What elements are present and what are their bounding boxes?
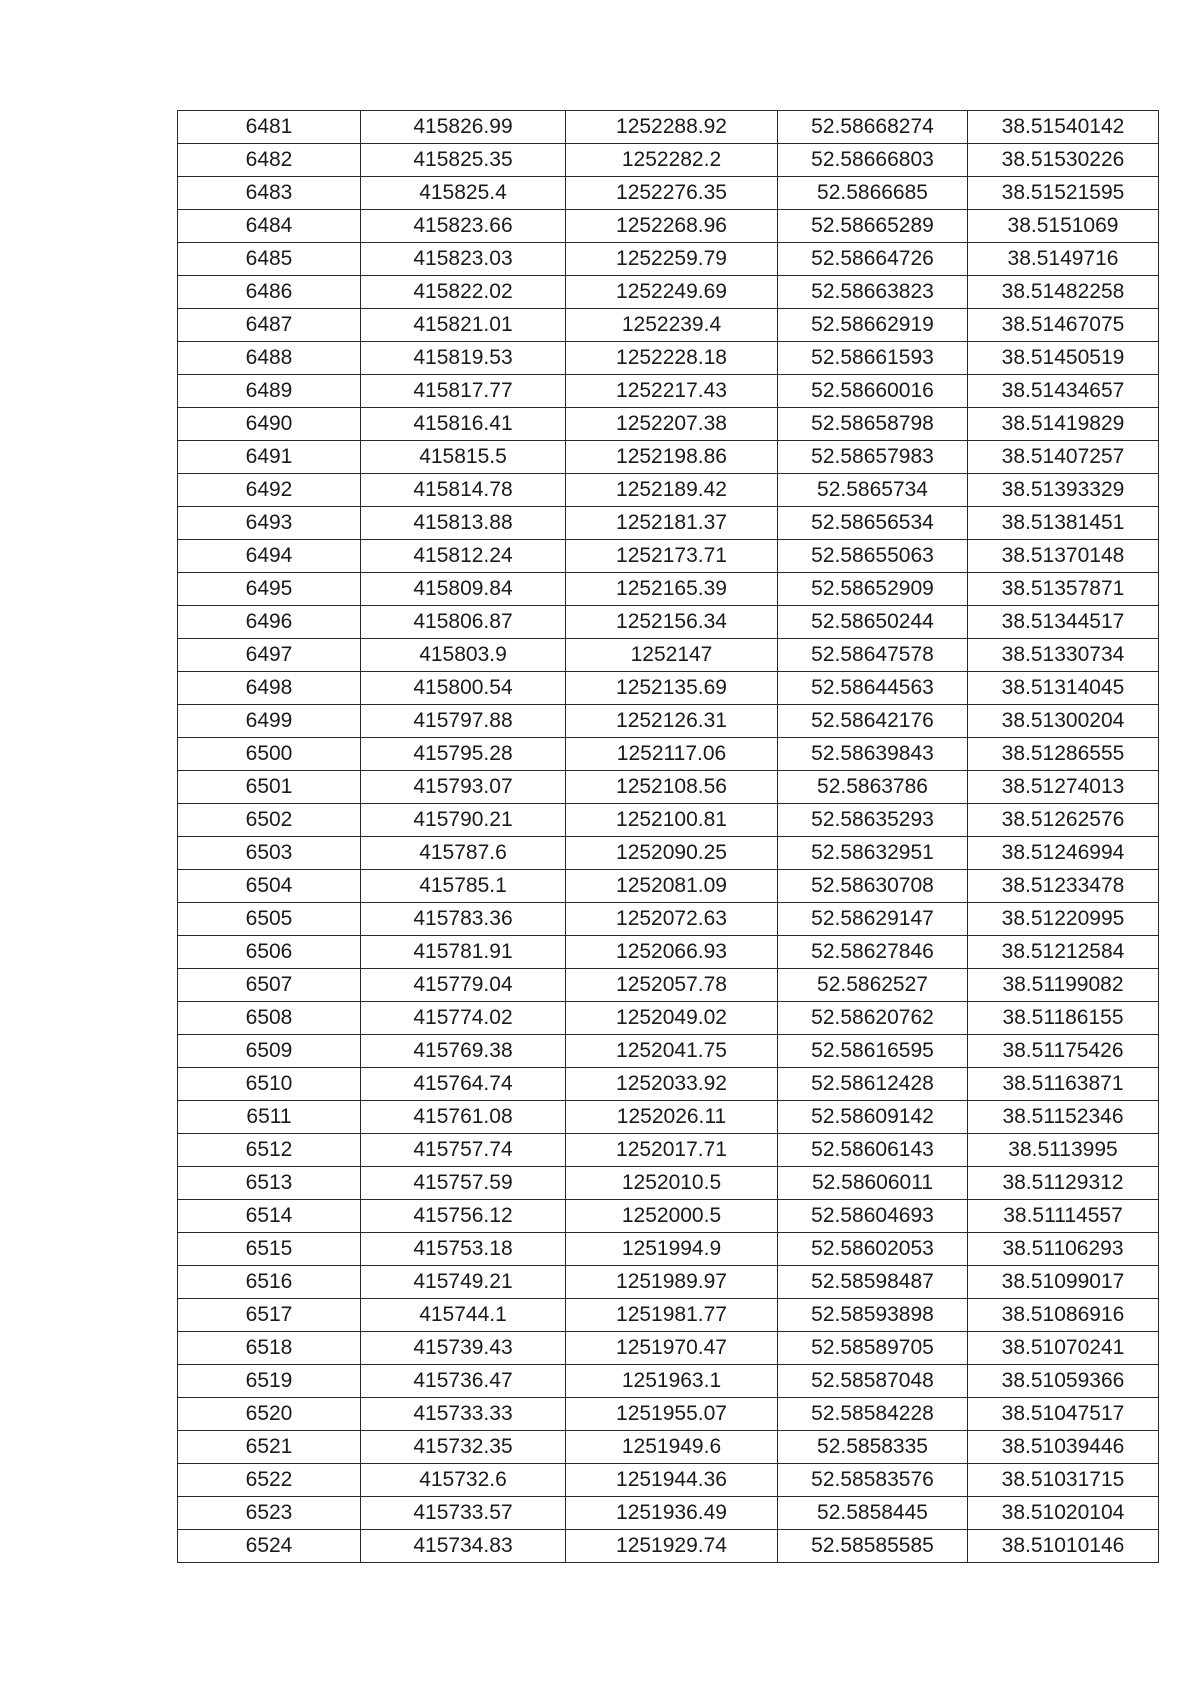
- longitude-cell: 38.51020104: [968, 1497, 1159, 1530]
- y-coordinate-cell: 1252041.75: [566, 1035, 778, 1068]
- x-coordinate-cell: 415803.9: [361, 639, 566, 672]
- table-row: [178, 870, 1159, 903]
- longitude-cell: 38.51010146: [968, 1530, 1159, 1563]
- longitude-cell: 38.51199082: [968, 969, 1159, 1002]
- latitude-cell: 52.5858445: [778, 1497, 968, 1530]
- longitude-cell: 38.51467075: [968, 309, 1159, 342]
- x-coordinate-cell: 415825.35: [361, 144, 566, 177]
- y-coordinate-cell: 1252057.78: [566, 969, 778, 1002]
- x-coordinate-cell: 415781.91: [361, 936, 566, 969]
- longitude-cell: 38.51114557: [968, 1200, 1159, 1233]
- table-row: [178, 738, 1159, 771]
- x-coordinate-cell: 415744.1: [361, 1299, 566, 1332]
- table-row: [178, 771, 1159, 804]
- x-coordinate-cell: 415756.12: [361, 1200, 566, 1233]
- latitude-cell: 52.58629147: [778, 903, 968, 936]
- x-coordinate-cell: 415822.02: [361, 276, 566, 309]
- latitude-cell: 52.5866685: [778, 177, 968, 210]
- y-coordinate-cell: 1252135.69: [566, 672, 778, 705]
- x-coordinate-cell: 415757.59: [361, 1167, 566, 1200]
- x-coordinate-cell: 415734.83: [361, 1530, 566, 1563]
- y-coordinate-cell: 1252049.02: [566, 1002, 778, 1035]
- longitude-cell: 38.51086916: [968, 1299, 1159, 1332]
- latitude-cell: 52.58606011: [778, 1167, 968, 1200]
- y-coordinate-cell: 1251994.9: [566, 1233, 778, 1266]
- x-coordinate-cell: 415736.47: [361, 1365, 566, 1398]
- latitude-cell: 52.58584228: [778, 1398, 968, 1431]
- latitude-cell: 52.58583576: [778, 1464, 968, 1497]
- point-number-cell: 6509: [178, 1035, 361, 1068]
- point-number-cell: 6515: [178, 1233, 361, 1266]
- table-row: [178, 1530, 1159, 1563]
- x-coordinate-cell: 415774.02: [361, 1002, 566, 1035]
- latitude-cell: 52.58644563: [778, 672, 968, 705]
- latitude-cell: 52.58665289: [778, 210, 968, 243]
- longitude-cell: 38.51381451: [968, 507, 1159, 540]
- latitude-cell: 52.5865734: [778, 474, 968, 507]
- latitude-cell: 52.58602053: [778, 1233, 968, 1266]
- longitude-cell: 38.51286555: [968, 738, 1159, 771]
- longitude-cell: 38.51330734: [968, 639, 1159, 672]
- table-row: [178, 804, 1159, 837]
- longitude-cell: 38.51393329: [968, 474, 1159, 507]
- y-coordinate-cell: 1252090.25: [566, 837, 778, 870]
- x-coordinate-cell: 415795.28: [361, 738, 566, 771]
- longitude-cell: 38.5151069: [968, 210, 1159, 243]
- table-row: [178, 210, 1159, 243]
- table-row: [178, 276, 1159, 309]
- longitude-cell: 38.51031715: [968, 1464, 1159, 1497]
- latitude-cell: 52.5858335: [778, 1431, 968, 1464]
- longitude-cell: 38.51314045: [968, 672, 1159, 705]
- x-coordinate-cell: 415821.01: [361, 309, 566, 342]
- table-row: [178, 639, 1159, 672]
- point-number-cell: 6488: [178, 342, 361, 375]
- x-coordinate-cell: 415809.84: [361, 573, 566, 606]
- latitude-cell: 52.58657983: [778, 441, 968, 474]
- table-row: [178, 309, 1159, 342]
- point-number-cell: 6514: [178, 1200, 361, 1233]
- longitude-cell: 38.51521595: [968, 177, 1159, 210]
- table-row: [178, 969, 1159, 1002]
- y-coordinate-cell: 1251955.07: [566, 1398, 778, 1431]
- point-number-cell: 6501: [178, 771, 361, 804]
- table-row: [178, 573, 1159, 606]
- x-coordinate-cell: 415733.33: [361, 1398, 566, 1431]
- y-coordinate-cell: 1251989.97: [566, 1266, 778, 1299]
- y-coordinate-cell: 1252181.37: [566, 507, 778, 540]
- x-coordinate-cell: 415769.38: [361, 1035, 566, 1068]
- y-coordinate-cell: 1252189.42: [566, 474, 778, 507]
- y-coordinate-cell: 1252268.96: [566, 210, 778, 243]
- table-row: [178, 243, 1159, 276]
- table-row: [178, 705, 1159, 738]
- longitude-cell: 38.5113995: [968, 1134, 1159, 1167]
- latitude-cell: 52.58666803: [778, 144, 968, 177]
- x-coordinate-cell: 415732.6: [361, 1464, 566, 1497]
- latitude-cell: 52.58627846: [778, 936, 968, 969]
- x-coordinate-cell: 415813.88: [361, 507, 566, 540]
- latitude-cell: 52.58655063: [778, 540, 968, 573]
- latitude-cell: 52.58663823: [778, 276, 968, 309]
- latitude-cell: 52.58604693: [778, 1200, 968, 1233]
- point-number-cell: 6507: [178, 969, 361, 1002]
- y-coordinate-cell: 1252156.34: [566, 606, 778, 639]
- latitude-cell: 52.58635293: [778, 804, 968, 837]
- y-coordinate-cell: 1252276.35: [566, 177, 778, 210]
- point-number-cell: 6512: [178, 1134, 361, 1167]
- point-number-cell: 6518: [178, 1332, 361, 1365]
- x-coordinate-cell: 415823.03: [361, 243, 566, 276]
- longitude-cell: 38.51530226: [968, 144, 1159, 177]
- longitude-cell: 38.51233478: [968, 870, 1159, 903]
- latitude-cell: 52.58632951: [778, 837, 968, 870]
- point-number-cell: 6517: [178, 1299, 361, 1332]
- table-row: [178, 342, 1159, 375]
- point-number-cell: 6482: [178, 144, 361, 177]
- y-coordinate-cell: 1252288.92: [566, 111, 778, 144]
- point-number-cell: 6497: [178, 639, 361, 672]
- x-coordinate-cell: 415793.07: [361, 771, 566, 804]
- y-coordinate-cell: 1252000.5: [566, 1200, 778, 1233]
- latitude-cell: 52.58650244: [778, 606, 968, 639]
- y-coordinate-cell: 1251970.47: [566, 1332, 778, 1365]
- point-number-cell: 6510: [178, 1068, 361, 1101]
- table-row: [178, 111, 1159, 144]
- table-row: [178, 936, 1159, 969]
- table-row: [178, 1365, 1159, 1398]
- point-number-cell: 6498: [178, 672, 361, 705]
- longitude-cell: 38.51450519: [968, 342, 1159, 375]
- x-coordinate-cell: 415761.08: [361, 1101, 566, 1134]
- x-coordinate-cell: 415779.04: [361, 969, 566, 1002]
- point-number-cell: 6486: [178, 276, 361, 309]
- longitude-cell: 38.51434657: [968, 375, 1159, 408]
- table-row: [178, 408, 1159, 441]
- x-coordinate-cell: 415732.35: [361, 1431, 566, 1464]
- latitude-cell: 52.58612428: [778, 1068, 968, 1101]
- point-number-cell: 6485: [178, 243, 361, 276]
- point-number-cell: 6487: [178, 309, 361, 342]
- longitude-cell: 38.51220995: [968, 903, 1159, 936]
- y-coordinate-cell: 1252198.86: [566, 441, 778, 474]
- table-row: [178, 1002, 1159, 1035]
- y-coordinate-cell: 1252066.93: [566, 936, 778, 969]
- x-coordinate-cell: 415787.6: [361, 837, 566, 870]
- longitude-cell: 38.51129312: [968, 1167, 1159, 1200]
- table-row: [178, 177, 1159, 210]
- x-coordinate-cell: 415757.74: [361, 1134, 566, 1167]
- point-number-cell: 6504: [178, 870, 361, 903]
- y-coordinate-cell: 1252147: [566, 639, 778, 672]
- longitude-cell: 38.51246994: [968, 837, 1159, 870]
- point-number-cell: 6511: [178, 1101, 361, 1134]
- table-row: [178, 441, 1159, 474]
- y-coordinate-cell: 1252207.38: [566, 408, 778, 441]
- longitude-cell: 38.51186155: [968, 1002, 1159, 1035]
- y-coordinate-cell: 1252081.09: [566, 870, 778, 903]
- x-coordinate-cell: 415785.1: [361, 870, 566, 903]
- point-number-cell: 6522: [178, 1464, 361, 1497]
- latitude-cell: 52.58589705: [778, 1332, 968, 1365]
- latitude-cell: 52.58587048: [778, 1365, 968, 1398]
- point-number-cell: 6489: [178, 375, 361, 408]
- table-row: [178, 1464, 1159, 1497]
- longitude-cell: 38.51152346: [968, 1101, 1159, 1134]
- point-number-cell: 6503: [178, 837, 361, 870]
- y-coordinate-cell: 1252117.06: [566, 738, 778, 771]
- y-coordinate-cell: 1252217.43: [566, 375, 778, 408]
- x-coordinate-cell: 415823.66: [361, 210, 566, 243]
- y-coordinate-cell: 1252108.56: [566, 771, 778, 804]
- longitude-cell: 38.51059366: [968, 1365, 1159, 1398]
- table-row: [178, 1134, 1159, 1167]
- point-number-cell: 6505: [178, 903, 361, 936]
- y-coordinate-cell: 1252259.79: [566, 243, 778, 276]
- table-row: [178, 1266, 1159, 1299]
- longitude-cell: 38.5149716: [968, 243, 1159, 276]
- y-coordinate-cell: 1251944.36: [566, 1464, 778, 1497]
- x-coordinate-cell: 415814.78: [361, 474, 566, 507]
- x-coordinate-cell: 415806.87: [361, 606, 566, 639]
- latitude-cell: 52.58593898: [778, 1299, 968, 1332]
- table-row: [178, 507, 1159, 540]
- point-number-cell: 6516: [178, 1266, 361, 1299]
- x-coordinate-cell: 415812.24: [361, 540, 566, 573]
- x-coordinate-cell: 415739.43: [361, 1332, 566, 1365]
- table-row: [178, 1299, 1159, 1332]
- y-coordinate-cell: 1252173.71: [566, 540, 778, 573]
- table-row: [178, 375, 1159, 408]
- latitude-cell: 52.58598487: [778, 1266, 968, 1299]
- longitude-cell: 38.51039446: [968, 1431, 1159, 1464]
- longitude-cell: 38.51262576: [968, 804, 1159, 837]
- y-coordinate-cell: 1252282.2: [566, 144, 778, 177]
- latitude-cell: 52.58658798: [778, 408, 968, 441]
- point-number-cell: 6520: [178, 1398, 361, 1431]
- table-row: [178, 837, 1159, 870]
- y-coordinate-cell: 1251949.6: [566, 1431, 778, 1464]
- longitude-cell: 38.51344517: [968, 606, 1159, 639]
- table-row: [178, 1200, 1159, 1233]
- x-coordinate-cell: 415749.21: [361, 1266, 566, 1299]
- y-coordinate-cell: 1252026.11: [566, 1101, 778, 1134]
- y-coordinate-cell: 1251963.1: [566, 1365, 778, 1398]
- point-number-cell: 6502: [178, 804, 361, 837]
- longitude-cell: 38.51070241: [968, 1332, 1159, 1365]
- table-row: [178, 540, 1159, 573]
- y-coordinate-cell: 1252249.69: [566, 276, 778, 309]
- table-row: [178, 1431, 1159, 1464]
- latitude-cell: 52.58656534: [778, 507, 968, 540]
- table-row: [178, 903, 1159, 936]
- point-number-cell: 6495: [178, 573, 361, 606]
- y-coordinate-cell: 1252010.5: [566, 1167, 778, 1200]
- table-row: [178, 672, 1159, 705]
- point-number-cell: 6500: [178, 738, 361, 771]
- latitude-cell: 52.58647578: [778, 639, 968, 672]
- y-coordinate-cell: 1252072.63: [566, 903, 778, 936]
- x-coordinate-cell: 415826.99: [361, 111, 566, 144]
- y-coordinate-cell: 1252017.71: [566, 1134, 778, 1167]
- x-coordinate-cell: 415753.18: [361, 1233, 566, 1266]
- y-coordinate-cell: 1252165.39: [566, 573, 778, 606]
- y-coordinate-cell: 1252100.81: [566, 804, 778, 837]
- y-coordinate-cell: 1252033.92: [566, 1068, 778, 1101]
- table-row: [178, 1035, 1159, 1068]
- point-number-cell: 6513: [178, 1167, 361, 1200]
- point-number-cell: 6481: [178, 111, 361, 144]
- coordinates-table: [177, 110, 1159, 1563]
- latitude-cell: 52.58662919: [778, 309, 968, 342]
- longitude-cell: 38.51482258: [968, 276, 1159, 309]
- point-number-cell: 6506: [178, 936, 361, 969]
- x-coordinate-cell: 415815.5: [361, 441, 566, 474]
- longitude-cell: 38.51300204: [968, 705, 1159, 738]
- table-row: [178, 1101, 1159, 1134]
- table-row: [178, 144, 1159, 177]
- longitude-cell: 38.51540142: [968, 111, 1159, 144]
- latitude-cell: 52.58652909: [778, 573, 968, 606]
- table-row: [178, 1497, 1159, 1530]
- longitude-cell: 38.51419829: [968, 408, 1159, 441]
- longitude-cell: 38.51175426: [968, 1035, 1159, 1068]
- x-coordinate-cell: 415733.57: [361, 1497, 566, 1530]
- point-number-cell: 6483: [178, 177, 361, 210]
- point-number-cell: 6484: [178, 210, 361, 243]
- latitude-cell: 52.58664726: [778, 243, 968, 276]
- longitude-cell: 38.51357871: [968, 573, 1159, 606]
- y-coordinate-cell: 1251929.74: [566, 1530, 778, 1563]
- table-row: [178, 1068, 1159, 1101]
- point-number-cell: 6523: [178, 1497, 361, 1530]
- latitude-cell: 52.58609142: [778, 1101, 968, 1134]
- point-number-cell: 6519: [178, 1365, 361, 1398]
- latitude-cell: 52.58616595: [778, 1035, 968, 1068]
- x-coordinate-cell: 415797.88: [361, 705, 566, 738]
- x-coordinate-cell: 415819.53: [361, 342, 566, 375]
- latitude-cell: 52.5862527: [778, 969, 968, 1002]
- latitude-cell: 52.58585585: [778, 1530, 968, 1563]
- point-number-cell: 6494: [178, 540, 361, 573]
- longitude-cell: 38.51274013: [968, 771, 1159, 804]
- point-number-cell: 6492: [178, 474, 361, 507]
- table-row: [178, 1398, 1159, 1431]
- longitude-cell: 38.51163871: [968, 1068, 1159, 1101]
- table-body: [178, 111, 1159, 1563]
- longitude-cell: 38.51212584: [968, 936, 1159, 969]
- latitude-cell: 52.58630708: [778, 870, 968, 903]
- point-number-cell: 6521: [178, 1431, 361, 1464]
- latitude-cell: 52.58642176: [778, 705, 968, 738]
- latitude-cell: 52.58639843: [778, 738, 968, 771]
- point-number-cell: 6496: [178, 606, 361, 639]
- latitude-cell: 52.5863786: [778, 771, 968, 804]
- table-row: [178, 1233, 1159, 1266]
- x-coordinate-cell: 415825.4: [361, 177, 566, 210]
- y-coordinate-cell: 1251936.49: [566, 1497, 778, 1530]
- longitude-cell: 38.51106293: [968, 1233, 1159, 1266]
- point-number-cell: 6493: [178, 507, 361, 540]
- point-number-cell: 6524: [178, 1530, 361, 1563]
- longitude-cell: 38.51047517: [968, 1398, 1159, 1431]
- point-number-cell: 6490: [178, 408, 361, 441]
- point-number-cell: 6508: [178, 1002, 361, 1035]
- y-coordinate-cell: 1252228.18: [566, 342, 778, 375]
- longitude-cell: 38.51407257: [968, 441, 1159, 474]
- point-number-cell: 6491: [178, 441, 361, 474]
- y-coordinate-cell: 1252126.31: [566, 705, 778, 738]
- latitude-cell: 52.58606143: [778, 1134, 968, 1167]
- latitude-cell: 52.58668274: [778, 111, 968, 144]
- latitude-cell: 52.58661593: [778, 342, 968, 375]
- x-coordinate-cell: 415816.41: [361, 408, 566, 441]
- x-coordinate-cell: 415800.54: [361, 672, 566, 705]
- y-coordinate-cell: 1251981.77: [566, 1299, 778, 1332]
- point-number-cell: 6499: [178, 705, 361, 738]
- table-row: [178, 606, 1159, 639]
- longitude-cell: 38.51099017: [968, 1266, 1159, 1299]
- table-row: [178, 1332, 1159, 1365]
- y-coordinate-cell: 1252239.4: [566, 309, 778, 342]
- x-coordinate-cell: 415817.77: [361, 375, 566, 408]
- latitude-cell: 52.58620762: [778, 1002, 968, 1035]
- x-coordinate-cell: 415764.74: [361, 1068, 566, 1101]
- latitude-cell: 52.58660016: [778, 375, 968, 408]
- table-row: [178, 474, 1159, 507]
- table-row: [178, 1167, 1159, 1200]
- x-coordinate-cell: 415790.21: [361, 804, 566, 837]
- x-coordinate-cell: 415783.36: [361, 903, 566, 936]
- longitude-cell: 38.51370148: [968, 540, 1159, 573]
